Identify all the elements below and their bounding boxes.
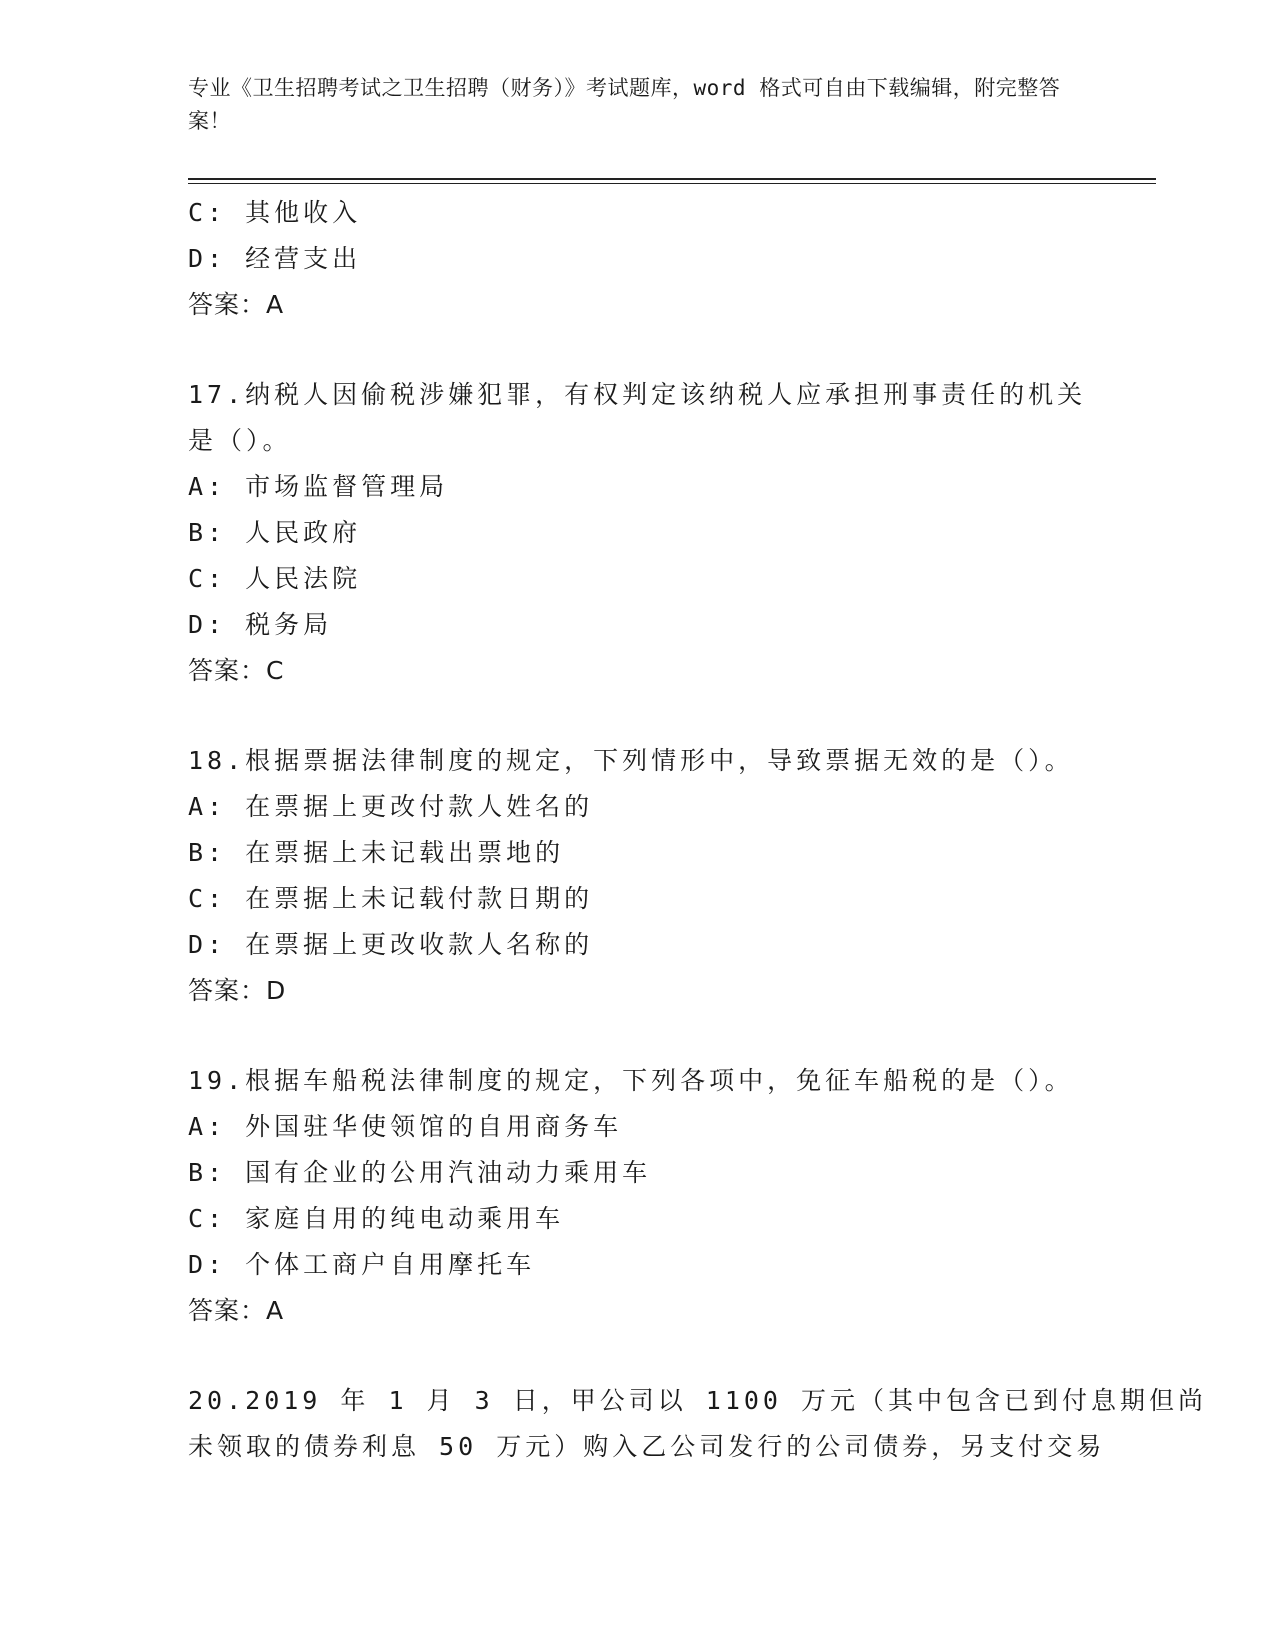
answer: 答案：C	[188, 656, 285, 685]
question-text: 20.2019 年 1 月 3 日，甲公司以 1100 万元（其中包含已到付息期但尚	[188, 1386, 1208, 1415]
option: C: 家庭自用的纯电动乘用车	[188, 1204, 565, 1233]
option: C: 其他收入	[188, 198, 362, 227]
option: D: 税务局	[188, 610, 333, 639]
previous-question-tail	[188, 190, 1088, 328]
option: D: 经营支出	[188, 244, 362, 273]
option: A: 在票据上更改付款人姓名的	[188, 792, 594, 821]
question-text: 18.根据票据法律制度的规定，下列情形中，导致票据无效的是（）。	[188, 746, 1074, 775]
question-text: 未领取的债券利息 50 万元）购入乙公司发行的公司债券，另支付交易	[188, 1432, 1106, 1461]
option: A: 外国驻华使领馆的自用商务车	[188, 1112, 623, 1141]
header-divider-thin	[188, 183, 1156, 184]
header-divider	[188, 178, 1156, 180]
option: A: 市场监督管理局	[188, 472, 449, 501]
question-text: 19.根据车船税法律制度的规定，下列各项中，免征车船税的是（）。	[188, 1066, 1074, 1095]
option: B: 人民政府	[188, 518, 362, 547]
answer: 答案：A	[188, 1296, 285, 1325]
question-17	[188, 372, 1088, 694]
question-text: 17.纳税人因偷税涉嫌犯罪，有权判定该纳税人应承担刑事责任的机关	[188, 380, 1087, 409]
question-list	[188, 190, 1208, 1470]
question-20	[188, 1378, 1208, 1470]
option: C: 在票据上未记载付款日期的	[188, 884, 594, 913]
option: D: 个体工商户自用摩托车	[188, 1250, 536, 1279]
question-text: 是（）。	[188, 426, 292, 455]
question-19	[188, 1058, 1088, 1334]
question-18	[188, 738, 1088, 1014]
option: D: 在票据上更改收款人名称的	[188, 930, 594, 959]
option: B: 国有企业的公用汽油动力乘用车	[188, 1158, 652, 1187]
option: C: 人民法院	[188, 564, 362, 593]
answer: 答案：A	[188, 290, 285, 319]
document-header: 专业《卫生招聘考试之卫生招聘（财务）》考试题库，word 格式可自由下载编辑，附完整答案！	[188, 76, 1061, 133]
option: B: 在票据上未记载出票地的	[188, 838, 565, 867]
answer: 答案：D	[188, 976, 287, 1005]
